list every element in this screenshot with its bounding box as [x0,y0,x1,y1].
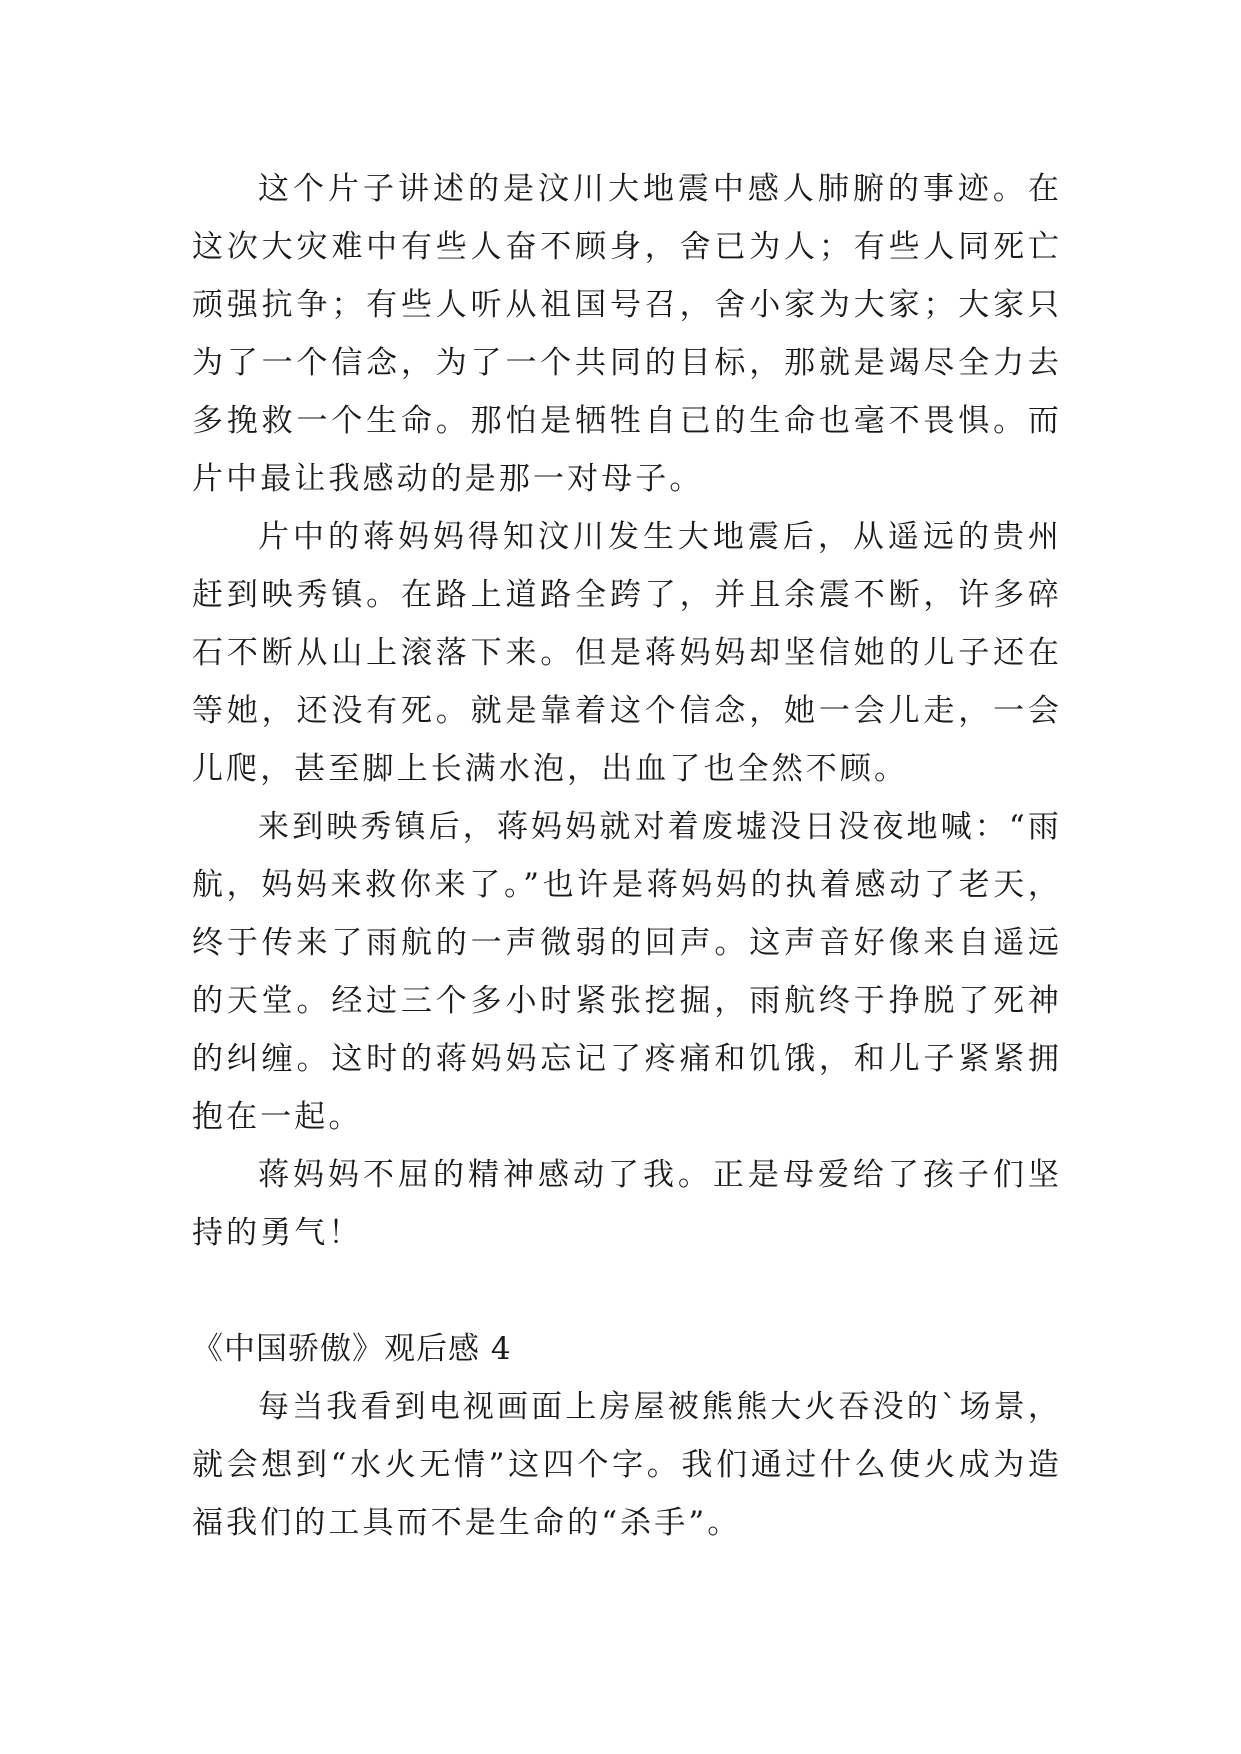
paragraph-2: 片中的蒋妈妈得知汶川发生大地震后，从遥远的贵州赶到映秀镇。在路上道路全跨了，并且余震不断，许多碎石不断从山上滚落下来。但是蒋妈妈却坚信她的儿子还在等她，还没有死。就是靠着这个信念，她一会儿走，一会儿爬，甚至脚上长满水泡，出血了也全然不顾。 [192,519,1062,787]
section-heading: 《中国骄傲》观后感 4 [192,1331,512,1367]
paragraph-5: 每当我看到电视画面上房屋被熊熊大火吞没的`场景，就会想到“水火无情”这四个字。我们通过什么使火成为造福我们的工具而不是生命的“杀手”。 [192,1389,1062,1541]
paragraph-4: 蒋妈妈不屈的精神感动了我。正是母爱给了孩子们坚持的勇气！ [192,1157,1062,1251]
paragraph-3: 来到映秀镇后，蒋妈妈就对着废墟没日没夜地喊：“雨航，妈妈来救你来了。”也许是蒋妈妈的执着感动了老天，终于传来了雨航的一声微弱的回声。这声音好像来自遥远的天堂。经过三个多小时紧张挖掘，雨航终于挣脱了死神的纠缠。这时的蒋妈妈忘记了疼痛和饥饿，和儿子紧紧拥抱在一起。 [192,809,1062,1135]
document-body [192,160,1062,1552]
paragraph-1: 这个片子讲述的是汶川大地震中感人肺腑的事迹。在这次大灾难中有些人奋不顾身，舍已为人；有些人同死亡顽强抗争；有些人听从祖国号召，舍小家为大家；大家只为了一个信念，为了一个共同的目标，那就是竭尽全力去多挽救一个生命。那怕是牺牲自已的生命也毫不畏惧。而片中最让我感动的是那一对母子。 [192,171,1062,497]
